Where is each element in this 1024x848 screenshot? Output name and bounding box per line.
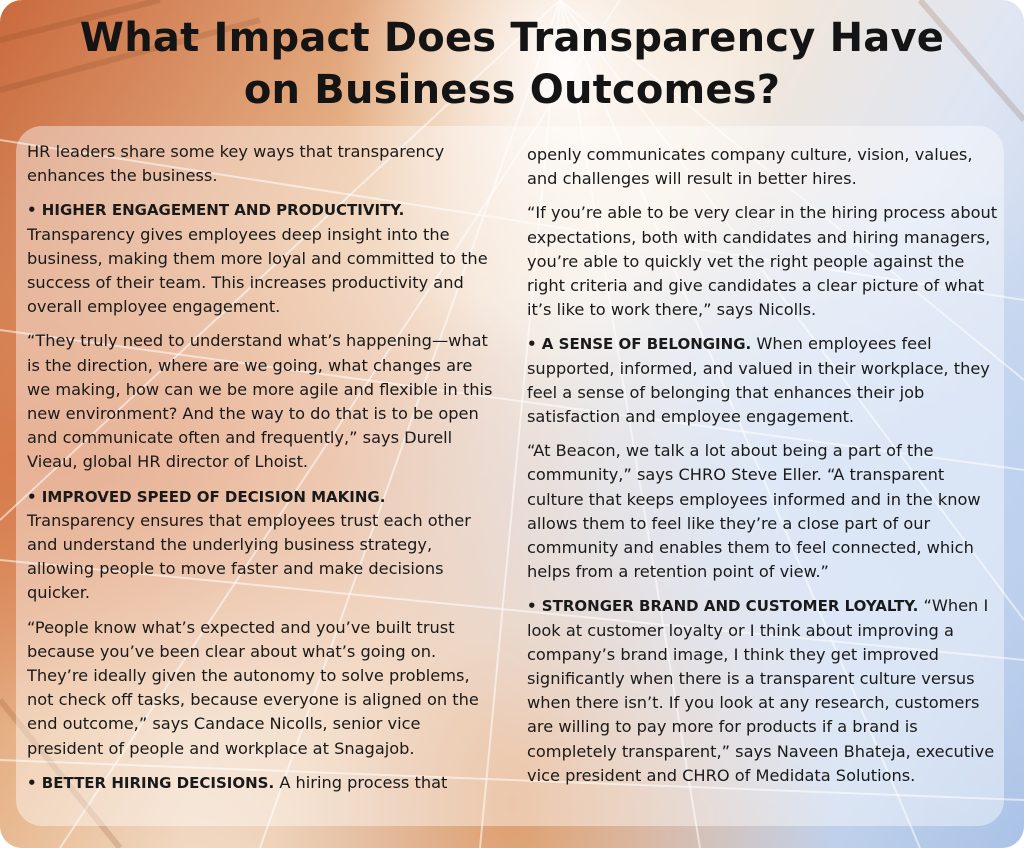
speed-text: Transparency ensures that employees trust each other and understand the underlying business strategy, allowing people to move faster and make decisions quicker. <box>27 510 471 603</box>
hiring-text: A hiring process that <box>279 772 448 792</box>
engagement-section <box>27 198 497 319</box>
brand-section <box>527 594 999 788</box>
page-title <box>0 12 1024 116</box>
hiring-quote: “If you’re able to be very clear in the hiring process about expectations, both with candidates and hiring managers, you’re able to quickly vet the right people against the right criteria and give candidates a clear picture of what it’s like to work there,” says Nicolls. <box>527 203 998 320</box>
vieau-quote: “They truly need to understand what’s happening—what is the direction, where are we going, what changes are we making, how can we be more agile and flexible in this new environment? And the way to do that is to be open and communicate often and frequently,” says Durell Vieau, global HR director of Lhoist. <box>27 331 493 472</box>
hiring-continuation: openly communicates company culture, vision, values, and challenges will result in better hires. <box>527 145 973 189</box>
hiring-heading: • BETTER HIRING DECISIONS. <box>27 773 275 792</box>
title-line-1: What Impact Does Transparency Have <box>79 15 945 61</box>
belonging-text: When employees feel supported, informed, and valued in their workplace, they feel a sense of belonging that enhances their job satisfaction and employee engagement. <box>527 334 990 427</box>
hiring-section <box>27 771 497 795</box>
right-column <box>527 143 999 798</box>
belonging-section <box>527 332 999 429</box>
intro-paragraph: HR leaders share some key ways that transparency enhances the business. <box>27 142 445 186</box>
eller-quote: “At Beacon, we talk a lot about being a part of the community,” says CHRO Steve Eller. “A transparent culture that keeps employees informed and in the know allows them to feel like they’re a close part of our community and enables them to feel connected, which helps from a retention point of view.” <box>527 441 981 582</box>
engagement-text: Transparency gives employees deep insight into the business, making them more loyal and committed to the success of their team. This increases productivity and overall employee engagement. <box>27 224 488 317</box>
brand-heading: • STRONGER BRAND AND CUSTOMER LOYALTY. <box>527 597 919 616</box>
engagement-heading: • HIGHER ENGAGEMENT AND PRODUCTIVITY. <box>27 201 405 220</box>
belonging-heading: • A SENSE OF BELONGING. <box>527 335 752 354</box>
title-line-2: on Business Outcomes? <box>243 67 781 113</box>
nicolls-quote: “People know what’s expected and you’ve built trust because you’ve been clear about what’s going on. They’re ideally given the autonomy to solve problems, not check off tasks, because everyone is aligned on the end outcome,” says Candace Nicolls, senior vice president of people and workplace at Snagajob. <box>27 617 479 758</box>
brand-text: “When I look at customer loyalty or I think about improving a company’s brand image, I think they get improved significantly when there is a transparent culture versus when there isn’t. If you look at any research, customers are willing to pay more for products if a brand is completely transparent,” says Naveen Bhateja, executive vice president and CHRO of Medidata Solutions. <box>527 596 995 785</box>
left-column <box>27 140 497 805</box>
speed-heading: • IMPROVED SPEED OF DECISION MAKING. <box>27 487 386 506</box>
speed-section <box>27 485 497 606</box>
